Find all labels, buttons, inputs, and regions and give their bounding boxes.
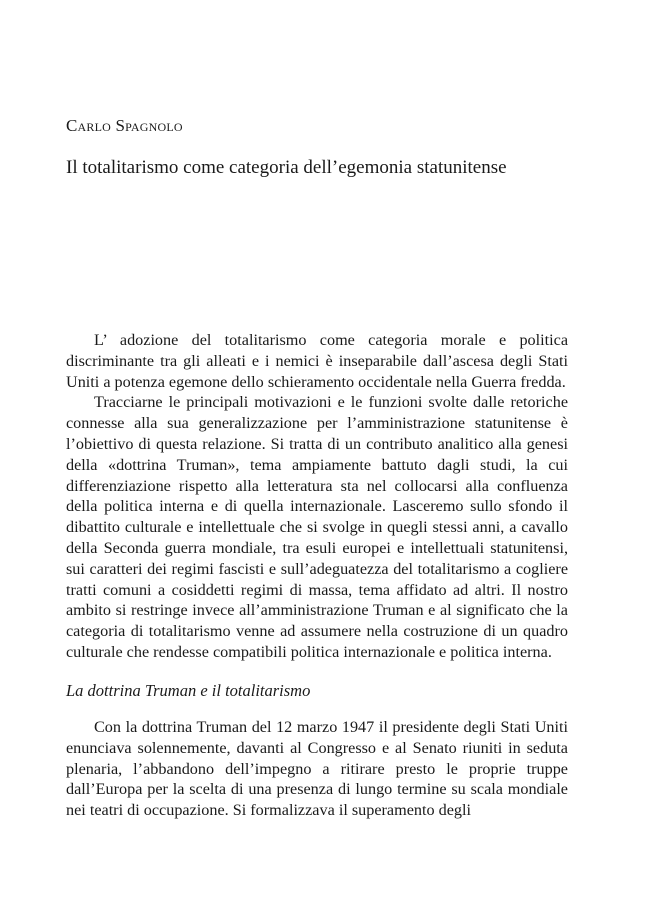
- paragraph: Tracciarne le principali motivazioni e le funzioni svolte dalle retoriche connesse alla sua generalizzazione per l’amministrazione statunitense è l’obiettivo di questa relazione. Si tratta di un contributo analitico alla genesi della «dottrina Truman», tema ampiamente battuto dagli studi, la cui differenziazione rispetto alla letteratura sta nel collocarsi alla confluenza della politica interna e di quella internazionale. Lasceremo sullo sfondo il dibattito culturale e intellettuale che si svolge in quegli stessi anni, a cavallo della Seconda guerra mondiale, tra esuli europei e intellettuali statunitensi, sui caratteri dei regimi fascisti e sull’adeguatezza del totalitarismo a cogliere tratti comuni a cosiddetti regimi di massa, tema affidato ad altri. Il nostro ambito si restringe invece all’amministrazione Truman e al significato che la categoria di totalitarismo venne ad assumere nella costruzione di un quadro culturale che rendesse compatibili politica internazionale e politica interna.: [66, 393, 568, 661]
- chapter-title: Il totalitarismo come categoria dell’egemonia statunitense: [66, 157, 507, 178]
- paragraph: Con la dottrina Truman del 12 marzo 1947 il presidente degli Stati Uniti enunciava solennemente, davanti al Congresso e al Senato riuniti in seduta plenaria, l’abbandono dell’impegno a ritirare presto le proprie truppe dall’Europa per la scelta di una presenza di lungo termine su scala mondiale nei teatri di occupazione. Si formalizzava il superamento degli: [66, 718, 568, 820]
- author-name: Carlo Spagnolo: [66, 116, 183, 135]
- intro-body: [66, 330, 568, 663]
- section-body: [66, 717, 568, 821]
- section-heading: La dottrina Truman e il totalitarismo: [66, 681, 311, 700]
- paragraph: L’ adozione del totalitarismo come categoria morale e politica discriminante tra gli alleati e i nemici è inseparabile dall’ascesa degli Stati Uniti a potenza egemone dello schieramento occidentale nella Guerra fredda.: [66, 331, 568, 391]
